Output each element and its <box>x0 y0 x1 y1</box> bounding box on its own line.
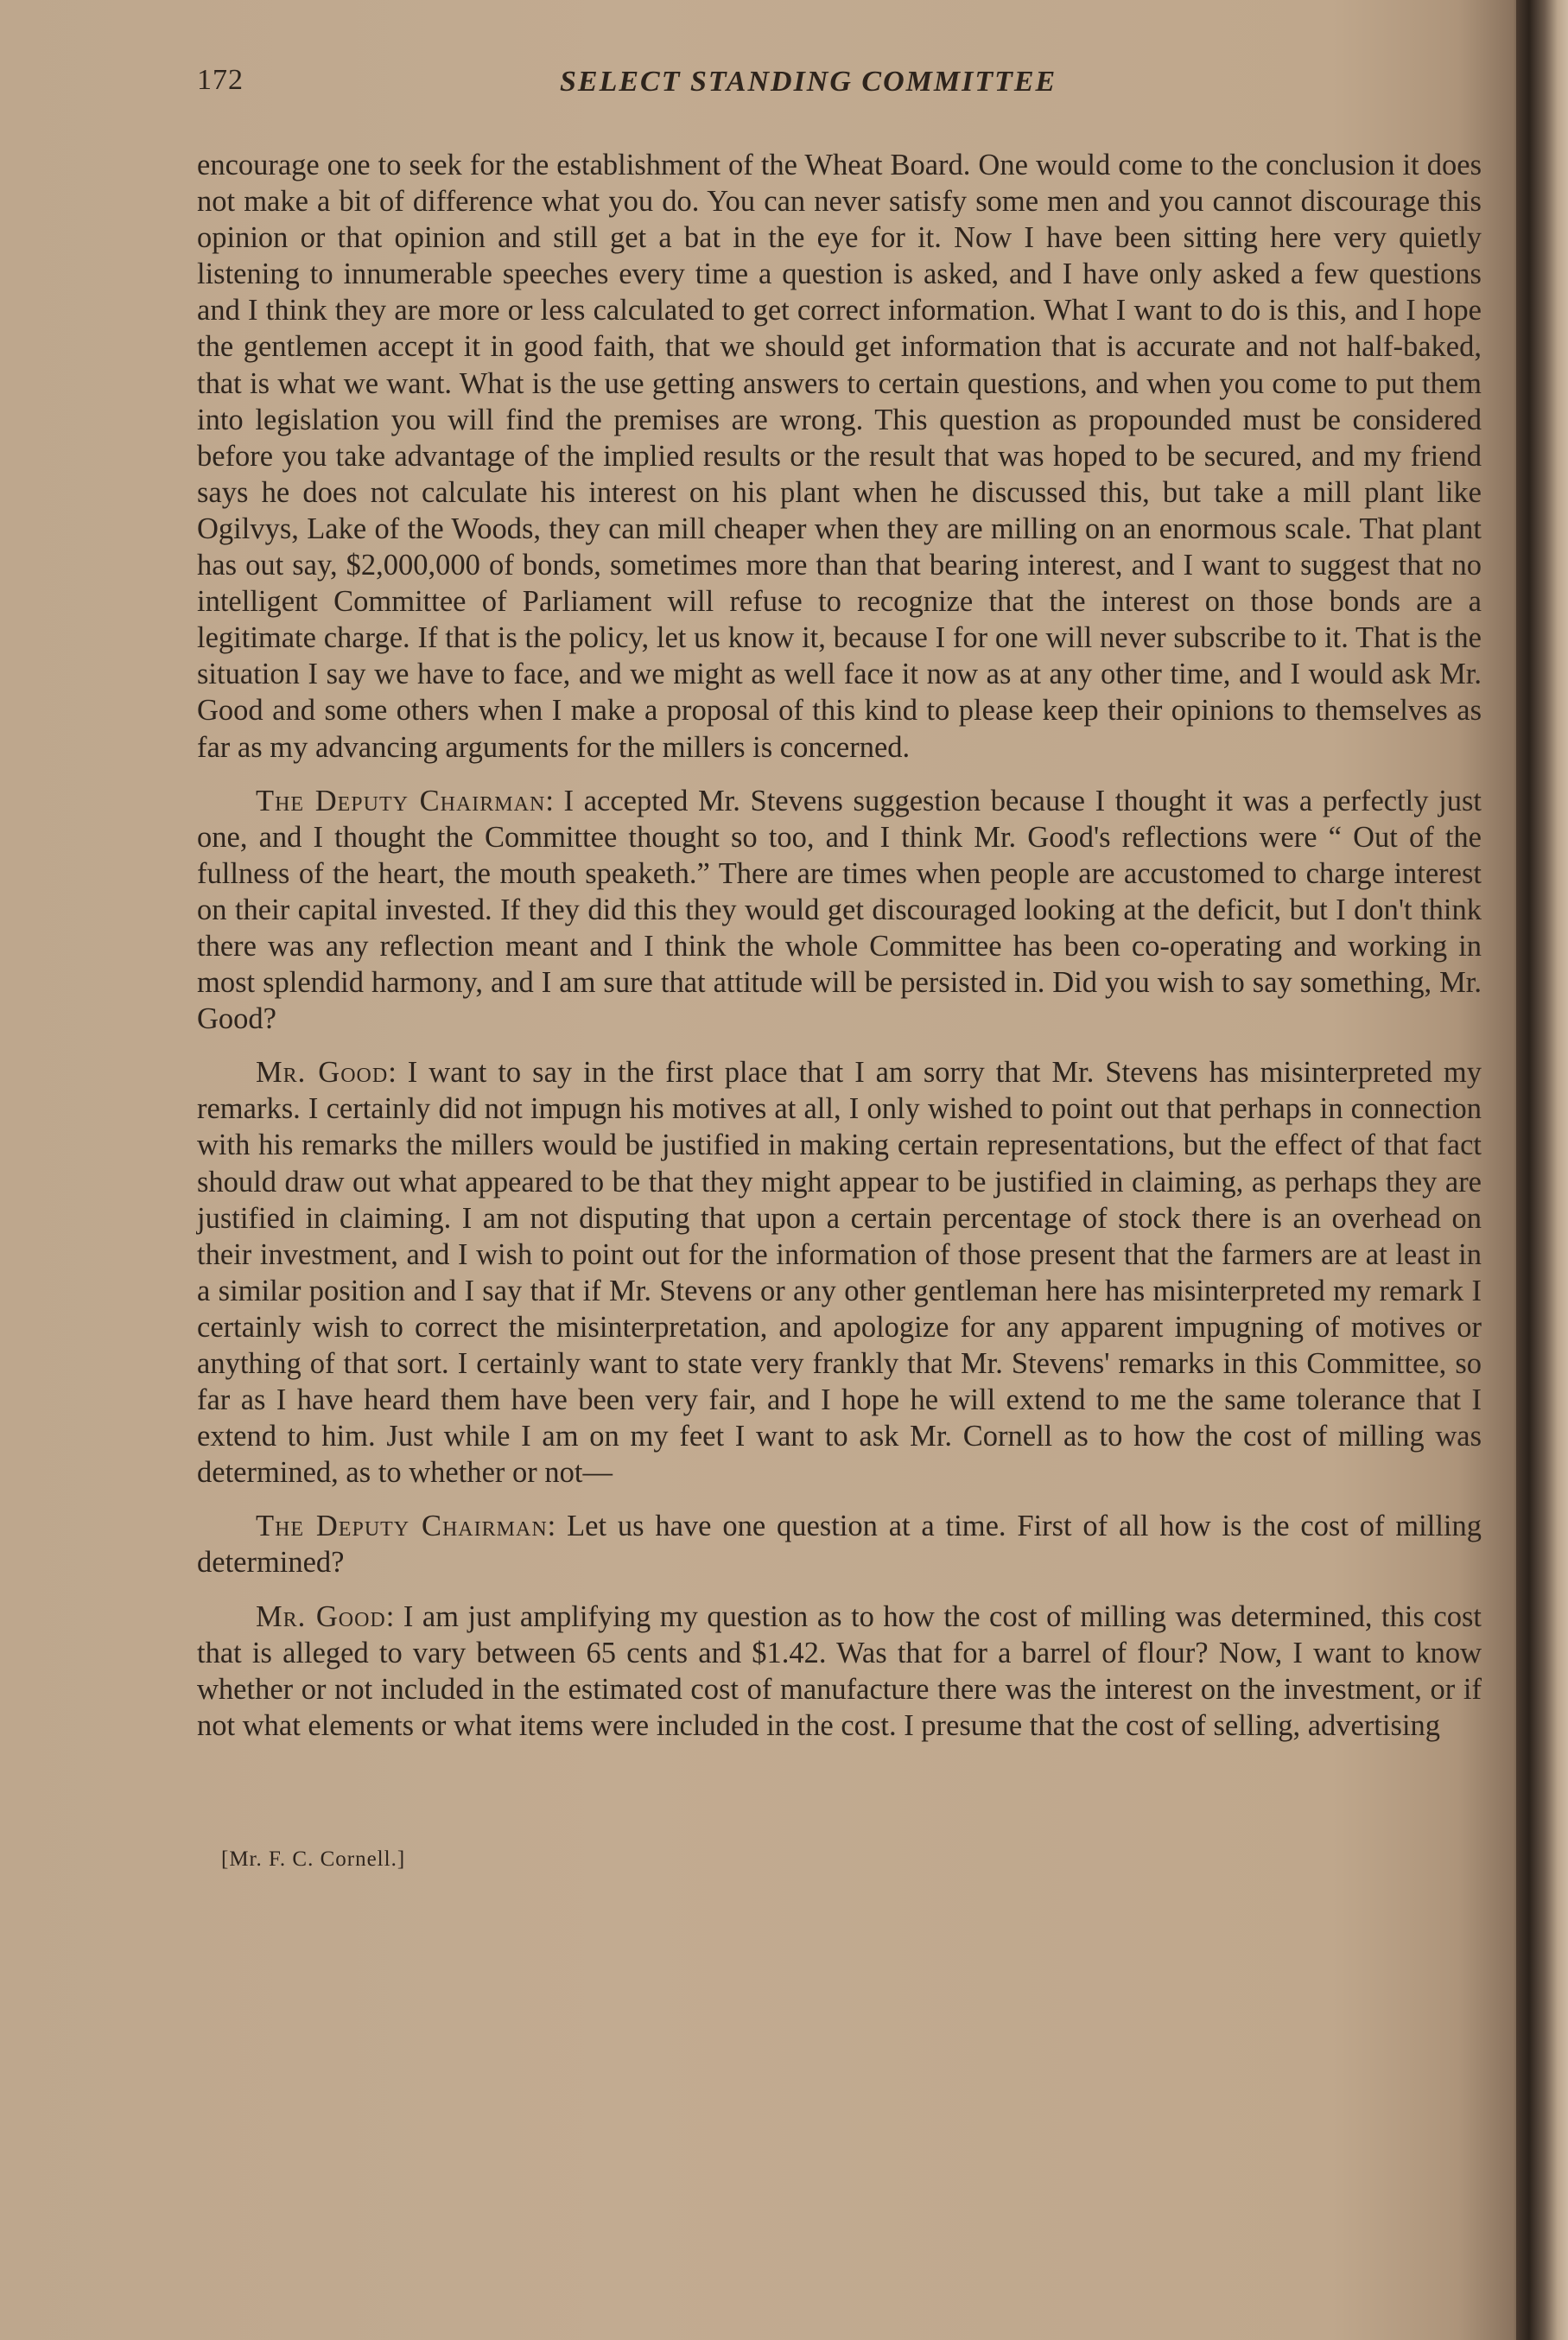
text-column <box>197 147 1482 1761</box>
paragraph-text: encourage one to seek for the establishment of the Wheat Board. One would come to the conclusion it does not make a bit of difference what you do. You can never satisfy some men and you cannot discourage this opinion or that opinion and still get a bat in the eye for it. Now I have been sitting here very quietly listening to innumerable speeches every time a question is asked, and I have only asked a few questions and I think they are more or less calculated to get correct information. What I want to do is this, and I hope the gentlemen accept it in good faith, that we should get information that is accurate and not half-baked, that is what we want. What is the use getting answers to certain questions, and when you come to put them into legislation you will find the premises are wrong. This question as propounded must be considered before you take advantage of the implied results or the result that was hoped to be secured, and my friend says he does not calculate his interest on his plant when he discussed this, but take a mill plant like Ogilvys, Lake of the Woods, they can mill cheaper when they are milling on an enormous scale. That plant has out say, $2,000,000 of bonds, sometimes more than that bearing interest, and I want to suggest that no intelligent Committee of Parliament will refuse to recognize that the interest on those bonds are a legitimate charge. If that is the policy, let us know it, because I for one will never subscribe to it. That is the situation I say we have to face, and we might as well face it now as at any other time, and I would ask Mr. Good and some others when I make a proposal of this kind to please keep their opinions to themselves as far as my advancing arguments for the millers is concerned. <box>197 149 1482 764</box>
page-header <box>197 64 1493 116</box>
page-number: 172 <box>197 64 244 96</box>
paragraph <box>197 783 1482 1038</box>
speaker-name: The Deputy Chairman <box>256 1510 548 1543</box>
paragraph-text: : Let us have one question at a time. First of all how is the cost of milling determined? <box>197 1510 1482 1580</box>
paragraph-text: : I want to say in the first place that I am sorry that Mr. Stevens has misinterpreted my remarks. I certainly did not impugn his motives at all, I only wished to point out that perhaps in connection with his remarks the millers would be justified in making certain representations, but the effect of that fact should draw out what appeared to be that they might appear to be justified in claiming, as perhaps they are justified in claiming. I am not disputing that upon a certain percentage of stock there is an overhead on their investment, and I wish to point out for the information of those present that the farmers are at least in a similar position and I say that if Mr. Stevens or any other gentleman here has misinterpreted my remark I certainly wish to correct the misinterpretation, and apologize for any apparent impugning of motives or anything of that sort. I certainly want to state very frankly that Mr. Stevens' remarks in this Committee, so far as I have heard them have been very fair, and I hope he will extend to me the same tolerance that I extend to him. Just while I am on my feet I want to ask Mr. Cornell as to how the cost of milling was determined, as to whether or not— <box>197 1056 1482 1490</box>
paragraph-text: : I am just amplifying my question as to how the cost of milling was determined, this cost that is alleged to vary between 65 cents and $1.42. Was that for a barrel of flour? Now, I want to know whether or not included in the estimated cost of manufacture there was the interest on the investment, or if not what elements or what items were included in the cost. I presume that the cost of selling, advertising <box>197 1599 1482 1742</box>
speaker-name: The Deputy Chairman <box>256 784 546 817</box>
paragraph <box>197 1599 1482 1744</box>
paragraph <box>197 147 1482 766</box>
paragraph <box>197 1508 1482 1580</box>
speaker-name: Mr. Good <box>256 1056 389 1090</box>
paragraph-text: : I accepted Mr. Stevens suggestion because I thought it was a perfectly just one, and I thought the Committee thought so too, and I think Mr. Good's reflections were “ Out of the fullness of the heart, the mouth speaketh.” There are times when people are accustomed to charge interest on their capital invested. If they did this they would get discouraged looking at the deficit, but I don't think there was any reflection meant and I think the whole Committee has been co-operating and working in most splendid harmony, and I am sure that attitude will be persisted in. Did you wish to say something, Mr. Good? <box>197 784 1482 1036</box>
witness-footnote: [Mr. F. C. Cornell.] <box>221 1847 406 1871</box>
speaker-name: Mr. Good <box>256 1599 386 1633</box>
paragraph <box>197 1054 1482 1491</box>
running-title: SELECT STANDING COMMITTEE <box>560 66 1057 98</box>
book-spine-shadow <box>1516 0 1568 2340</box>
